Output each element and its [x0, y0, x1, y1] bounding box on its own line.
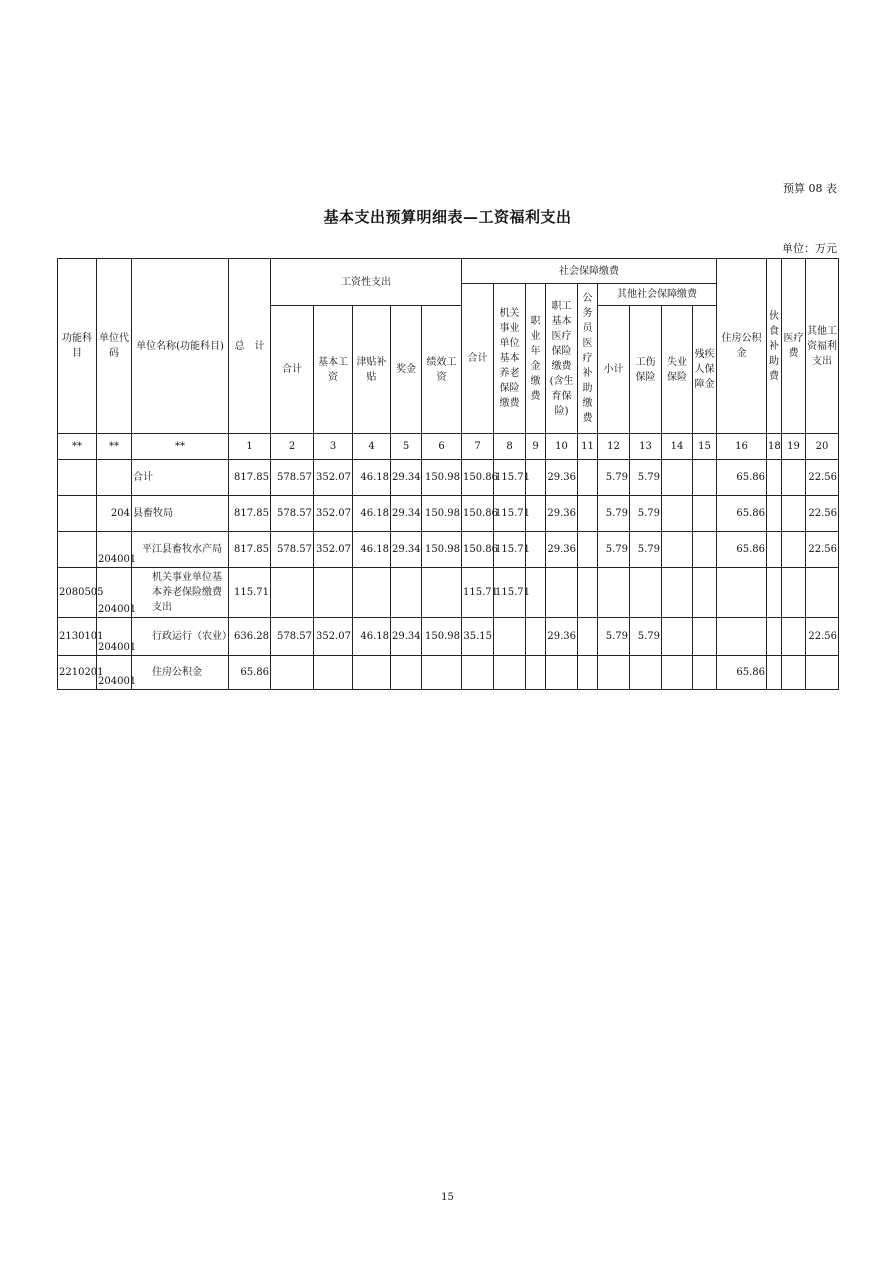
unit-code-cell	[97, 460, 132, 496]
table-row	[58, 568, 839, 618]
amount-cell: 578.57	[271, 496, 314, 532]
index-cell: 13	[630, 434, 662, 460]
header-housing: 住房公积金	[717, 259, 767, 434]
index-cell: 11	[578, 434, 598, 460]
amount-cell: 115.71	[494, 532, 526, 568]
table-body	[58, 460, 839, 690]
amount-cell: 65.86	[229, 656, 271, 690]
header-unit-name: 单位名称(功能科目)	[132, 259, 229, 434]
amount-cell: 115.71	[494, 568, 526, 618]
unit-label: 单位：万元	[782, 242, 837, 255]
table-row	[58, 618, 839, 656]
index-cell: 14	[662, 434, 693, 460]
index-cell: **	[132, 434, 229, 460]
amount-cell: 5.79	[630, 532, 662, 568]
amount-cell	[662, 618, 693, 656]
amount-cell: 115.71	[462, 568, 494, 618]
amount-cell: 29.34	[391, 532, 422, 568]
index-cell: 2	[271, 434, 314, 460]
amount-cell	[578, 656, 598, 690]
header-annuity: 职业年金缴费	[526, 284, 546, 434]
amount-cell: 65.86	[717, 656, 767, 690]
amount-cell: 29.34	[391, 496, 422, 532]
form-code: 预算 08 表	[783, 182, 837, 195]
index-cell: 7	[462, 434, 494, 460]
header-social-group: 社会保障缴费	[462, 259, 717, 284]
index-cell: 10	[546, 434, 578, 460]
index-cell: 18	[767, 434, 782, 460]
amount-cell: 22.56	[806, 496, 839, 532]
amount-cell: 578.57	[271, 532, 314, 568]
amount-cell	[782, 618, 806, 656]
amount-cell: 65.86	[717, 460, 767, 496]
unit-name-cell: 平江县畜牧水产局	[132, 532, 229, 568]
func-subject-cell	[58, 532, 97, 568]
amount-cell	[546, 656, 578, 690]
amount-cell	[782, 496, 806, 532]
amount-cell: 29.36	[546, 618, 578, 656]
header-other-welfare: 其他工资福利支出	[806, 259, 839, 434]
index-cell: 8	[494, 434, 526, 460]
amount-cell	[578, 496, 598, 532]
unit-name-cell: 机关事业单位基本养老保险缴费支出	[132, 568, 229, 618]
header-medical-fee: 医疗费	[782, 259, 806, 434]
amount-cell	[662, 656, 693, 690]
index-cell: 1	[229, 434, 271, 460]
amount-cell: 5.79	[598, 496, 630, 532]
header-func-subject: 功能科目	[58, 259, 97, 434]
unit-name-cell: 行政运行（农业）	[132, 618, 229, 656]
amount-cell: 150.86	[462, 496, 494, 532]
amount-cell	[578, 460, 598, 496]
amount-cell	[578, 568, 598, 618]
header-wage-total: 合计	[271, 306, 314, 434]
index-cell: 12	[598, 434, 630, 460]
amount-cell	[598, 656, 630, 690]
amount-cell	[462, 656, 494, 690]
amount-cell	[630, 568, 662, 618]
amount-cell: 352.07	[314, 496, 353, 532]
header-other-subtotal: 小计	[598, 306, 630, 434]
amount-cell: 352.07	[314, 618, 353, 656]
budget-table	[57, 258, 839, 690]
header-meal: 伙食补助费	[767, 259, 782, 434]
header-basic-wage: 基本工资	[314, 306, 353, 434]
amount-cell: 35.15	[462, 618, 494, 656]
amount-cell	[782, 656, 806, 690]
header-civil-medical: 公务员医疗补助缴费	[578, 284, 598, 434]
page-title: 基本支出预算明细表—工资福利支出	[323, 208, 572, 226]
amount-cell	[693, 460, 717, 496]
amount-cell	[526, 656, 546, 690]
unit-code-cell: 204001	[97, 532, 132, 568]
amount-cell	[662, 568, 693, 618]
amount-cell: 352.07	[314, 460, 353, 496]
unit-name-cell: 住房公积金	[132, 656, 229, 690]
amount-cell: 29.36	[546, 496, 578, 532]
amount-cell	[782, 568, 806, 618]
table-row	[58, 460, 839, 496]
amount-cell: 817.85	[229, 532, 271, 568]
amount-cell	[353, 568, 391, 618]
amount-cell	[353, 656, 391, 690]
amount-cell: 22.56	[806, 618, 839, 656]
amount-cell: 5.79	[630, 460, 662, 496]
amount-cell: 150.86	[462, 460, 494, 496]
amount-cell	[767, 496, 782, 532]
header-injury: 工伤保险	[630, 306, 662, 434]
amount-cell	[693, 496, 717, 532]
amount-cell	[662, 496, 693, 532]
amount-cell: 65.86	[717, 496, 767, 532]
amount-cell	[391, 568, 422, 618]
amount-cell: 5.79	[598, 460, 630, 496]
table-row	[58, 656, 839, 690]
amount-cell	[598, 568, 630, 618]
amount-cell	[494, 656, 526, 690]
amount-cell: 46.18	[353, 618, 391, 656]
amount-cell: 150.98	[422, 532, 462, 568]
amount-cell	[717, 618, 767, 656]
header-bonus: 奖金	[391, 306, 422, 434]
amount-cell: 150.98	[422, 460, 462, 496]
amount-cell	[422, 656, 462, 690]
amount-cell: 115.71	[229, 568, 271, 618]
header-unemployment: 失业保险	[662, 306, 693, 434]
amount-cell: 115.71	[494, 460, 526, 496]
amount-cell: 5.79	[630, 496, 662, 532]
index-cell: 20	[806, 434, 839, 460]
header-pension: 机关事业单位基本养老保险缴费	[494, 284, 526, 434]
amount-cell	[693, 532, 717, 568]
amount-cell: 150.98	[422, 618, 462, 656]
index-cell: 9	[526, 434, 546, 460]
amount-cell	[782, 532, 806, 568]
amount-cell: 578.57	[271, 460, 314, 496]
amount-cell: 46.18	[353, 460, 391, 496]
amount-cell: 150.86	[462, 532, 494, 568]
func-subject-cell: 2210201	[58, 656, 97, 690]
amount-cell: 578.57	[271, 618, 314, 656]
page-number: 15	[441, 1192, 454, 1203]
index-cell: **	[58, 434, 97, 460]
amount-cell: 817.85	[229, 460, 271, 496]
header-medical: 职工基本医疗保险缴费(含生育保险)	[546, 284, 578, 434]
amount-cell	[630, 656, 662, 690]
amount-cell: 5.79	[598, 618, 630, 656]
unit-code-cell: 204001	[97, 618, 132, 656]
amount-cell: 29.34	[391, 460, 422, 496]
amount-cell: 5.79	[630, 618, 662, 656]
amount-cell	[767, 618, 782, 656]
amount-cell	[391, 656, 422, 690]
unit-code-cell: 204	[97, 496, 132, 532]
table-row	[58, 496, 839, 532]
index-cell: 3	[314, 434, 353, 460]
index-cell: 16	[717, 434, 767, 460]
amount-cell	[767, 568, 782, 618]
index-cell: 6	[422, 434, 462, 460]
amount-cell: 352.07	[314, 532, 353, 568]
amount-cell: 29.34	[391, 618, 422, 656]
amount-cell: 46.18	[353, 532, 391, 568]
amount-cell: 29.36	[546, 532, 578, 568]
func-subject-cell	[58, 460, 97, 496]
amount-cell: 5.79	[598, 532, 630, 568]
unit-code-cell: 204001	[97, 568, 132, 618]
amount-cell	[422, 568, 462, 618]
amount-cell	[526, 618, 546, 656]
index-cell: 4	[353, 434, 391, 460]
amount-cell	[767, 532, 782, 568]
amount-cell	[271, 568, 314, 618]
amount-cell: 46.18	[353, 496, 391, 532]
amount-cell	[693, 656, 717, 690]
func-subject-cell	[58, 496, 97, 532]
amount-cell	[717, 568, 767, 618]
header-allowance: 津贴补贴	[353, 306, 391, 434]
amount-cell	[662, 460, 693, 496]
unit-name-cell: 合计	[132, 460, 229, 496]
amount-cell: 115.71	[494, 496, 526, 532]
amount-cell	[767, 656, 782, 690]
header-wage-group: 工资性支出	[271, 259, 462, 306]
unit-code-cell: 204001	[97, 656, 132, 690]
header-disabled: 残疾人保障金	[693, 306, 717, 434]
amount-cell	[806, 568, 839, 618]
table-row	[58, 532, 839, 568]
amount-cell	[782, 460, 806, 496]
header-social-total: 合计	[462, 284, 494, 434]
amount-cell	[767, 460, 782, 496]
amount-cell	[693, 568, 717, 618]
amount-cell: 22.56	[806, 532, 839, 568]
index-cell: 5	[391, 434, 422, 460]
func-subject-cell: 2130101	[58, 618, 97, 656]
header-unit-code: 单位代码	[97, 259, 132, 434]
amount-cell	[806, 656, 839, 690]
header-performance: 绩效工资	[422, 306, 462, 434]
func-subject-cell: 2080505	[58, 568, 97, 618]
index-cell: **	[97, 434, 132, 460]
amount-cell	[578, 532, 598, 568]
amount-cell	[314, 656, 353, 690]
unit-name-cell: 县畜牧局	[132, 496, 229, 532]
index-cell: 19	[782, 434, 806, 460]
amount-cell	[546, 568, 578, 618]
header-other-social-group: 其他社会保障缴费	[598, 284, 717, 306]
index-row	[58, 434, 839, 460]
amount-cell: 817.85	[229, 496, 271, 532]
amount-cell	[314, 568, 353, 618]
header-total: 总 计	[229, 259, 271, 434]
amount-cell: 636.28	[229, 618, 271, 656]
amount-cell: 150.98	[422, 496, 462, 532]
amount-cell: 65.86	[717, 532, 767, 568]
index-cell: 15	[693, 434, 717, 460]
amount-cell: 29.36	[546, 460, 578, 496]
amount-cell	[578, 618, 598, 656]
amount-cell: 22.56	[806, 460, 839, 496]
amount-cell	[271, 656, 314, 690]
amount-cell	[494, 618, 526, 656]
amount-cell	[693, 618, 717, 656]
amount-cell	[662, 532, 693, 568]
